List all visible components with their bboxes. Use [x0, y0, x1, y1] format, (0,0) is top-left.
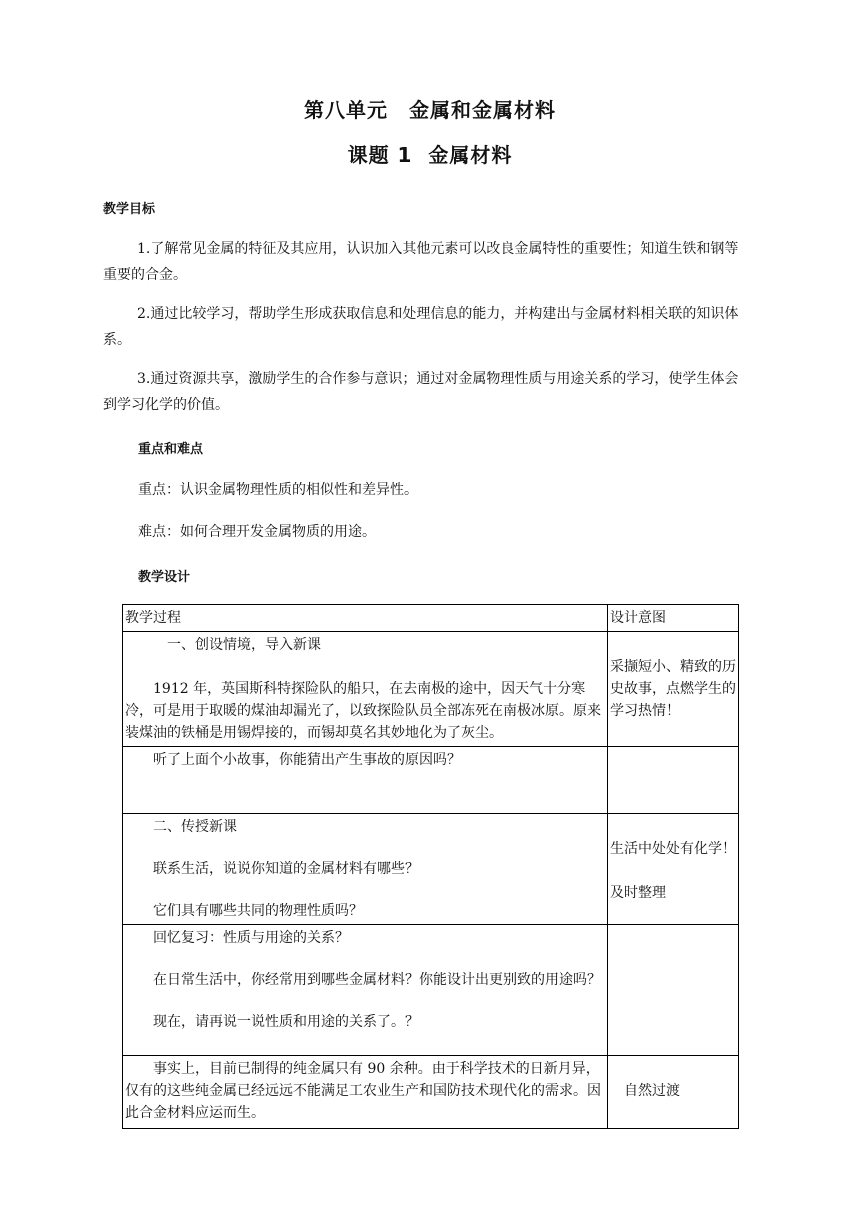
- intent-cell: [608, 747, 739, 814]
- intent-line: 及时整理: [610, 885, 666, 901]
- design-heading: 教学设计: [138, 570, 191, 585]
- intent-cell: [608, 1056, 739, 1129]
- intent-line: 生活中处处有化学！: [610, 841, 736, 857]
- table-row: [123, 925, 739, 1056]
- intent-line: 采撷短小、精致的历史故事，点燃学生的学习热情！: [610, 659, 736, 719]
- process-line: 事实上，目前已制得的纯金属只有 90 余种。由于科学技术的日新月异，仅有的这些纯金属已经远远不能满足工农业生产和国防技术现代化的需求。因此合金材料应运而生。: [125, 1061, 601, 1121]
- process-line: 联系生活，说说你知道的金属材料有哪些？: [125, 861, 419, 877]
- table-row: [123, 1056, 739, 1129]
- process-line: 现在，请再说一说性质和用途的关系了。？: [125, 1014, 419, 1030]
- objective-1-text: 1.了解常见金属的特征及其应用，认识加入其他元素可以改良金属特性的重要性；知道生铁和钢等重要的合金。: [103, 241, 739, 283]
- objective-3-text: 3.通过资源共享，激励学生的合作参与意识；通过对金属物理性质与用途关系的学习，使学生体会到学习化学的价值。: [103, 371, 739, 413]
- process-cell: [123, 1056, 608, 1129]
- process-cell: [123, 632, 608, 747]
- table-row: [123, 747, 739, 814]
- intent-header: 设计意图: [608, 605, 739, 632]
- process-line: 听了上面个小故事，你能猜出产生事故的原因吗？: [125, 752, 461, 768]
- table-row: [123, 814, 739, 925]
- objectives-heading: 教学目标: [103, 202, 156, 217]
- intent-cell: [608, 814, 739, 925]
- difficult-point-text: 难点：如何合理开发金属物质的用途。: [138, 524, 376, 540]
- intent-cell: [608, 925, 739, 1056]
- process-cell: [123, 747, 608, 814]
- table-header-row: [123, 605, 739, 632]
- process-cell: [123, 925, 608, 1056]
- teaching-design-table: [122, 604, 739, 1129]
- unit-title: 第八单元 金属和金属材料: [304, 98, 556, 122]
- intent-cell: [608, 632, 739, 747]
- process-line: 1912 年，英国斯科特探险队的船只，在去南极的途中，因天气十分寒冷，可是用于取暖的煤油却漏光了，以致探险队员全部冻死在南极冰原。原来装煤油的铁桶是用锡焊接的，而锡却莫名其妙地化为了灰尘。: [125, 681, 601, 741]
- table-row: [123, 632, 739, 747]
- objective-2: [103, 301, 743, 353]
- process-line: 它们具有哪些共同的物理性质吗？: [125, 903, 363, 919]
- key-points-heading: 重点和难点: [138, 442, 204, 457]
- process-cell: [123, 814, 608, 925]
- process-line: 回忆复习：性质与用途的关系？: [125, 930, 349, 946]
- objective-3: [103, 366, 743, 418]
- intent-line: 自然过渡: [610, 1083, 680, 1099]
- process-header: 教学过程: [123, 605, 608, 632]
- lesson-title: 课题 1 金属材料: [347, 143, 513, 167]
- objective-1: [103, 236, 743, 288]
- process-line: 二、传授新课: [125, 819, 237, 835]
- objective-2-text: 2.通过比较学习，帮助学生形成获取信息和处理信息的能力，并构建出与金属材料相关联的知识体系。: [103, 306, 739, 348]
- process-line: 在日常生活中，你经常用到哪些金属材料？你能设计出更别致的用途吗？: [125, 972, 601, 988]
- key-point-text: 重点：认识金属物理性质的相似性和差异性。: [138, 482, 418, 498]
- process-line: 一、创设情境，导入新课: [125, 637, 321, 653]
